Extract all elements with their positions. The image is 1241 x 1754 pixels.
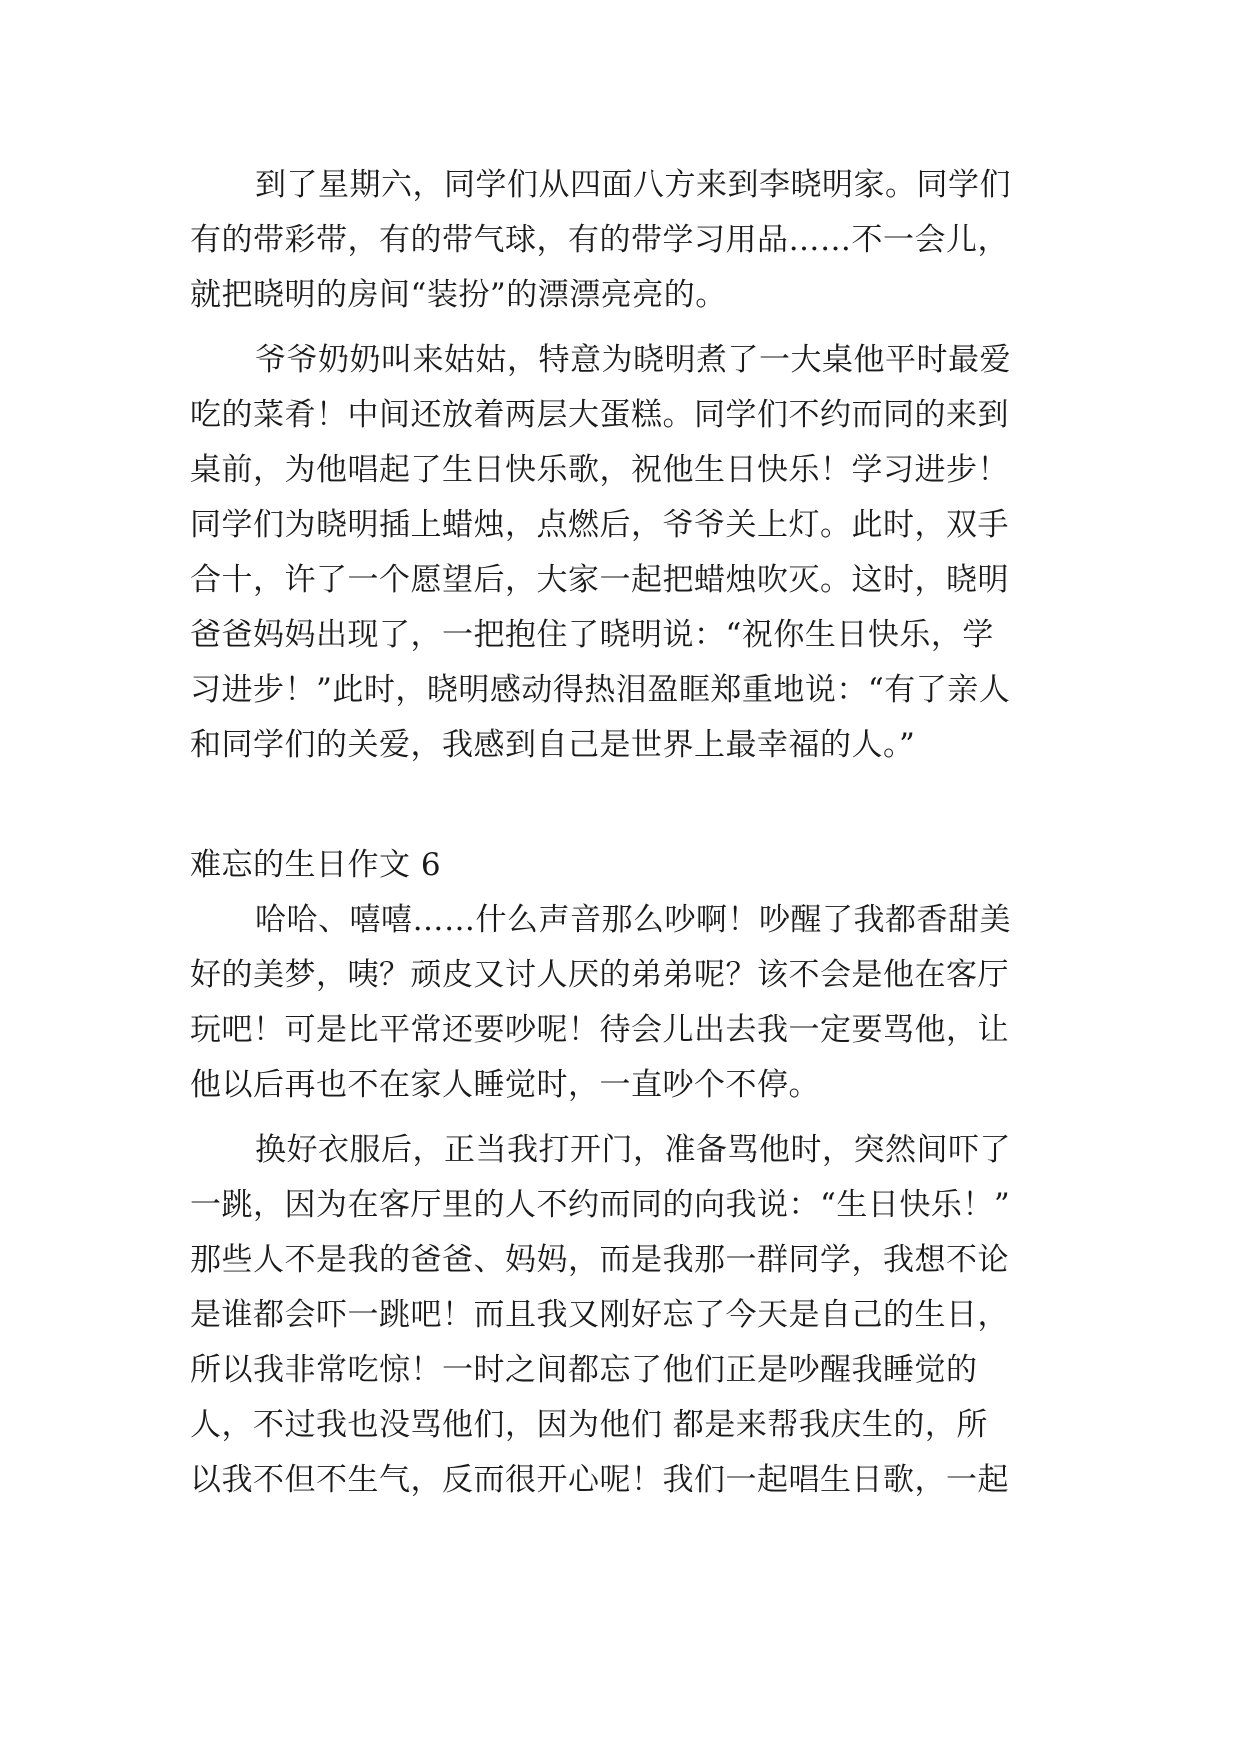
paragraph-4 bbox=[190, 1123, 1050, 1508]
paragraph-spacer bbox=[190, 1113, 1050, 1123]
text-line: 人，不过我也没骂他们，因为他们 都是来帮我庆生的，所 bbox=[190, 1407, 988, 1443]
text-line: 有的带彩带，有的带气球，有的带学习用品……不一会儿， bbox=[190, 222, 1009, 258]
text-line: 好的美梦，咦？顽皮又讨人厌的弟弟呢？该不会是他在客厅 bbox=[190, 957, 1009, 993]
text-line: 爸爸妈妈出现了，一把抱住了晓明说：“祝你生日快乐，学 bbox=[190, 617, 994, 653]
text-line: 是谁都会吓一跳吧！而且我又刚好忘了今天是自己的生日， bbox=[190, 1297, 1009, 1333]
section-spacer bbox=[190, 773, 1050, 838]
text-line: 以我不但不生气，反而很开心呢！我们一起唱生日歌，一起 bbox=[190, 1462, 1009, 1498]
text-line: 就把晓明的房间“装扮”的漂漂亮亮的。 bbox=[190, 277, 727, 313]
text-line: 习进步！”此时，晓明感动得热泪盈眶郑重地说：“有了亲人 bbox=[190, 672, 1011, 708]
text-line: 同学们为晓明插上蜡烛，点燃后，爷爷关上灯。此时，双手 bbox=[190, 507, 1009, 543]
paragraph-2 bbox=[190, 333, 1050, 773]
text-line: 合十，许了一个愿望后，大家一起把蜡烛吹灭。这时，晓明 bbox=[190, 562, 1009, 598]
text-line: 他以后再也不在家人睡觉时，一直吵个不停。 bbox=[190, 1067, 820, 1103]
paragraph-1 bbox=[190, 158, 1050, 323]
paragraph-3 bbox=[190, 893, 1050, 1113]
text-line: 爷爷奶奶叫来姑姑，特意为晓明煮了一大桌他平时最爱 bbox=[255, 342, 1011, 378]
text-line: 哈哈、嘻嘻……什么声音那么吵啊！吵醒了我都香甜美 bbox=[255, 902, 1011, 938]
text-line: 换好衣服后，正当我打开门，准备骂他时，突然间吓了 bbox=[255, 1132, 1011, 1168]
text-line: 到了星期六，同学们从四面八方来到李晓明家。同学们 bbox=[255, 167, 1011, 203]
text-line: 玩吧！可是比平常还要吵呢！待会儿出去我一定要骂他，让 bbox=[190, 1012, 1009, 1048]
text-line: 和同学们的关爱，我感到自己是世界上最幸福的人。” bbox=[190, 727, 916, 763]
text-line: 所以我非常吃惊！一时之间都忘了他们正是吵醒我睡觉的 bbox=[190, 1352, 978, 1388]
section-heading: 难忘的生日作文 6 bbox=[190, 847, 442, 883]
text-line: 吃的菜肴！中间还放着两层大蛋糕。同学们不约而同的来到 bbox=[190, 397, 1009, 433]
text-line: 桌前，为他唱起了生日快乐歌，祝他生日快乐！学习进步！ bbox=[190, 452, 1009, 488]
document-body bbox=[190, 158, 1050, 1508]
text-line: 一跳，因为在客厅里的人不约而同的向我说：“生日快乐！” bbox=[190, 1187, 1011, 1223]
text-line: 那些人不是我的爸爸、妈妈，而是我那一群同学，我想不论 bbox=[190, 1242, 1009, 1278]
paragraph-spacer bbox=[190, 323, 1050, 333]
